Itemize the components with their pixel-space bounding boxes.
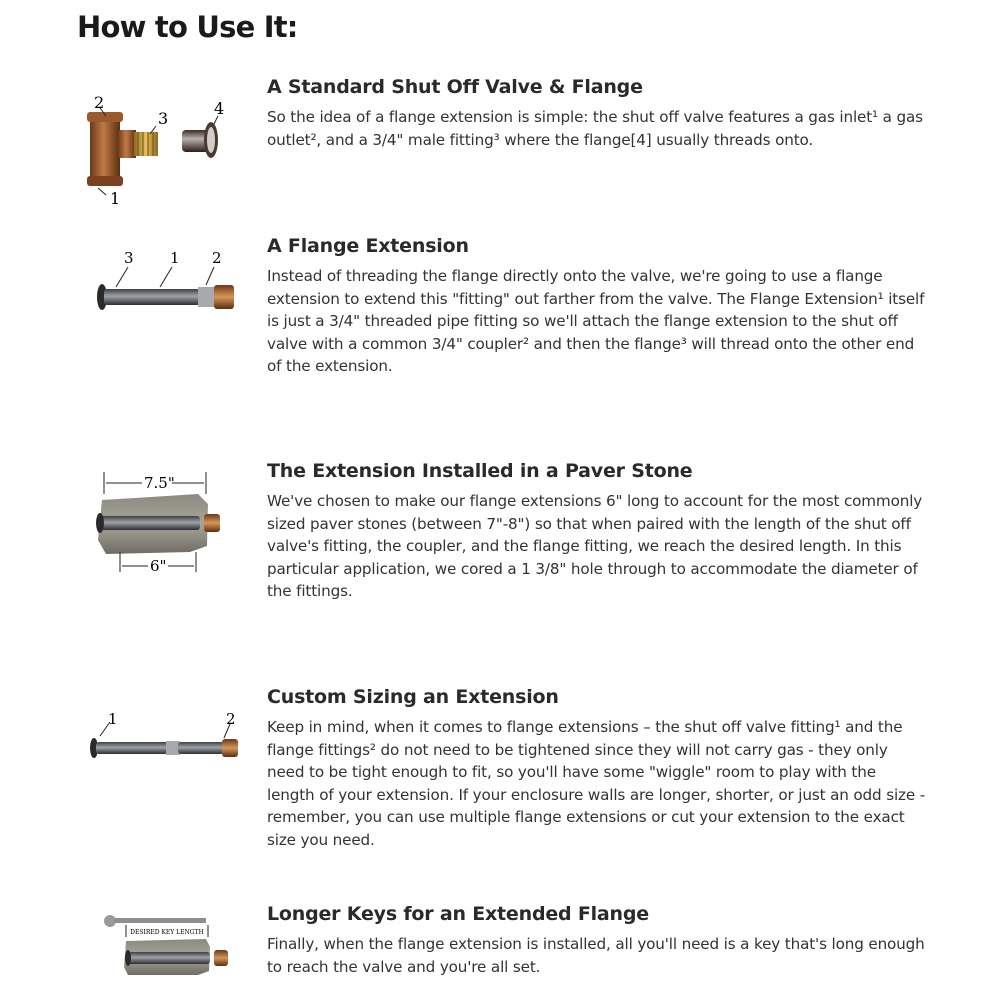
section-body: We've chosen to make our flange extensions 6" long to account for the most commonly sized paver stones (between 7"-8") so that when paired with the length of the shut off valve's fitting, the coupler, and the flange fitting, we reach the desired length. In this particular application, we cored a 1 3/8" hole through to accommodate the diameter of the fittings. bbox=[267, 492, 923, 600]
flange-extension-illustration bbox=[80, 235, 250, 365]
section-body: Instead of threading the flange directly onto the valve, we're going to use a flange extension to extend this "fitting" out farther from the valve. The Flange Extension¹ itself is just a 3/4" threaded pipe fitting so we'll attach the flange extension to the shut off valve with a common 3/4" coupler² and then the flange³ will thread onto the other end of the extension. bbox=[267, 267, 925, 375]
page-title: How to Use It: bbox=[77, 10, 298, 44]
longer-key-illustration bbox=[80, 903, 250, 1003]
sizing-label-2: 2 bbox=[226, 710, 236, 728]
extension-label-2: 2 bbox=[212, 249, 222, 267]
section-heading: Custom Sizing an Extension bbox=[267, 686, 559, 708]
section-body: Keep in mind, when it comes to flange extensions – the shut off valve fitting¹ and the flange fittings² do not need to be tightened since they will not carry gas - they only need to be tight enough to fit, so you'll have some "wiggle" room to play with the length of your extension. If your enclosure walls are longer, shorter, or just an odd size - remember, you can use multiple flange extensions or cut your extension to the exact size you need. bbox=[267, 718, 926, 849]
valve-label-1: 1 bbox=[110, 189, 121, 208]
section-body: So the idea of a flange extension is simple: the shut off valve features a gas inlet¹ a gas outlet², and a 3/4" male fitting³ where the flange[4] usually threads onto. bbox=[267, 108, 923, 149]
dimension-extension-length: 6" bbox=[150, 557, 167, 575]
sizing-label-1: 1 bbox=[108, 710, 118, 728]
extension-label-1: 1 bbox=[170, 249, 180, 267]
valve-label-2: 2 bbox=[94, 93, 105, 112]
dimension-stone-length: 7.5" bbox=[144, 474, 175, 492]
desired-key-length-label: DESIRED KEY LENGTH bbox=[130, 929, 204, 936]
section-heading: The Extension Installed in a Paver Stone bbox=[267, 460, 693, 482]
section-heading: A Flange Extension bbox=[267, 235, 469, 257]
section-heading: Longer Keys for an Extended Flange bbox=[267, 903, 649, 925]
custom-sizing-illustration bbox=[80, 686, 250, 816]
section-body: Finally, when the flange extension is installed, all you'll need is a key that's long enough to reach the valve and you're all set. bbox=[267, 935, 925, 976]
valve-label-3: 3 bbox=[158, 109, 169, 128]
section-heading: A Standard Shut Off Valve & Flange bbox=[267, 76, 643, 98]
paver-stone-illustration bbox=[80, 460, 250, 590]
valve-label-4: 4 bbox=[214, 99, 225, 118]
extension-label-3: 3 bbox=[124, 249, 134, 267]
valve-and-flange-illustration bbox=[80, 92, 250, 222]
